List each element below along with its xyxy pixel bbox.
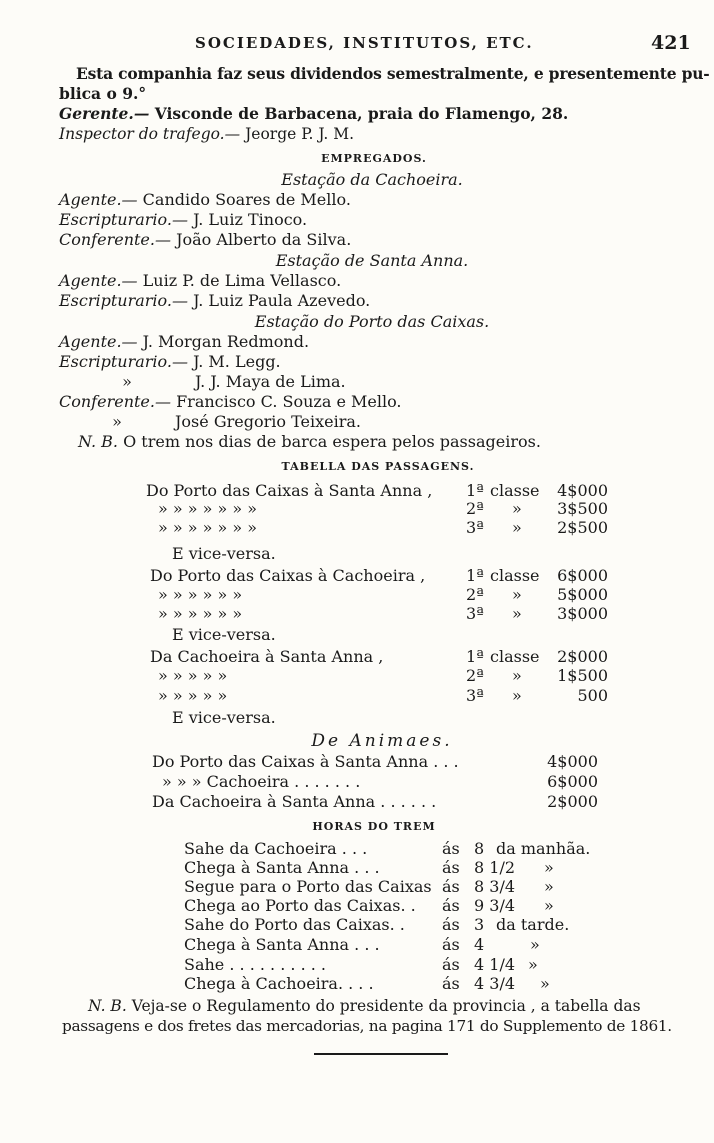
staff-row <box>59 291 370 311</box>
fare-class-label: » <box>512 604 522 623</box>
staff-row <box>59 352 281 372</box>
closing-rule <box>314 1053 448 1055</box>
timetable-event: Chega ao Porto das Caixas. . <box>184 896 416 915</box>
footer-line-1-text: Veja-se o Regulamento do presidente da provincia , a tabella das <box>131 997 641 1015</box>
fare-route-ditto: » » » » » » <box>158 604 243 623</box>
timetable-time: 9 3/4 <box>474 896 516 915</box>
fare-class-num: 1ª <box>466 647 484 666</box>
animal-route: » » » Cachoeira . . . . . . . <box>162 772 361 791</box>
gerente-label: Gerente.— <box>59 104 150 123</box>
staff-role: Agente.— <box>59 190 138 209</box>
running-header: SOCIEDADES, INSTITUTOS, ETC. <box>195 34 534 52</box>
vice-versa: E vice-versa. <box>172 708 276 727</box>
staff-role: Conferente.— <box>59 392 171 411</box>
timetable-event: Chega à Santa Anna . . . <box>184 935 380 954</box>
timetable-row <box>0 877 714 897</box>
fare-class-label: » <box>512 499 522 518</box>
animal-route: Da Cachoeira à Santa Anna . . . . . . <box>152 792 437 811</box>
animal-fare-row <box>0 772 714 792</box>
fare-row <box>0 647 714 667</box>
intro-line-2: blica o 9.° <box>59 84 147 103</box>
timetable-period: » <box>540 974 550 993</box>
timetable-event: Chega à Cachoeira. . . . <box>184 974 374 993</box>
staff-name: João Alberto da Silva. <box>176 230 352 249</box>
fare-class-label: » <box>512 518 522 537</box>
staff-name: Candido Soares de Mello. <box>142 190 351 209</box>
fare-route: Do Porto das Caixas à Cachoeira , <box>150 566 426 585</box>
staff-role: » <box>112 412 122 431</box>
empregados-heading: EMPREGADOS. <box>321 152 427 165</box>
timetable-time: 3 <box>474 915 485 934</box>
fare-price: 3$500 <box>557 499 608 518</box>
timetable-period: » <box>544 896 554 915</box>
timetable-time: 4 <box>474 935 485 954</box>
animaes-heading: De Animaes. <box>311 731 453 751</box>
staff-name: Francisco C. Souza e Mello. <box>176 392 402 411</box>
timetable-row <box>0 839 714 859</box>
timetable-time: 4 3/4 <box>474 974 516 993</box>
fare-route: Do Porto das Caixas à Santa Anna , <box>146 481 433 500</box>
fare-class-num: 3ª <box>466 686 484 705</box>
staff-role: Escripturario.— <box>59 210 188 229</box>
inspector-value: Jeorge P. J. M. <box>245 125 355 143</box>
vice-versa: E vice-versa. <box>172 625 276 644</box>
fare-route-ditto: » » » » » » » <box>158 499 258 518</box>
horas-heading: HORAS DO TREM <box>312 820 436 833</box>
staff-row <box>59 412 361 432</box>
timetable-as: ás <box>442 935 460 954</box>
fare-class-num: 2ª <box>466 585 484 604</box>
fare-price: 500 <box>577 686 608 705</box>
fare-price: 2$000 <box>557 647 608 666</box>
staff-row <box>59 372 346 392</box>
staff-row <box>59 271 341 291</box>
fare-route-ditto: » » » » » » <box>158 585 243 604</box>
timetable-row <box>0 858 714 878</box>
fare-class-label: classe <box>490 647 540 666</box>
staff-row <box>59 190 351 210</box>
timetable-row <box>0 915 714 935</box>
staff-name: J. Luiz Paula Azevedo. <box>193 291 371 310</box>
staff-name: José Gregorio Teixeira. <box>175 412 361 431</box>
animal-fare-row <box>0 792 714 812</box>
timetable-row <box>0 955 714 975</box>
timetable-row <box>0 935 714 955</box>
staff-row <box>59 332 309 352</box>
fare-price: 4$000 <box>557 481 608 500</box>
staff-row <box>59 392 402 412</box>
timetable-period: da tarde. <box>496 915 570 934</box>
footer-note-line-2: passagens e dos fretes das mercadorias, na pagina 171 do Supplemento de 1861. <box>62 1017 672 1035</box>
nb-text: O trem nos dias de barca espera pelos passageiros. <box>123 432 541 451</box>
fare-price: 2$500 <box>557 518 608 537</box>
fare-class-label: » <box>512 666 522 685</box>
animal-price: 6$000 <box>547 772 598 791</box>
fare-class-num: 2ª <box>466 666 484 685</box>
timetable-time: 8 <box>474 839 485 858</box>
staff-name: J. M. Legg. <box>193 352 281 371</box>
fare-row <box>0 481 714 501</box>
timetable-period: » <box>544 858 554 877</box>
timetable-as: ás <box>442 974 460 993</box>
timetable-event: Segue para o Porto das Caixas <box>184 877 432 896</box>
animal-route: Do Porto das Caixas à Santa Anna . . . <box>152 752 459 771</box>
nb-label: N. B. <box>78 432 118 451</box>
staff-role: Escripturario.— <box>59 291 188 310</box>
fare-class-label: classe <box>490 481 540 500</box>
staff-role: Conferente.— <box>59 230 171 249</box>
fare-route: Da Cachoeira à Santa Anna , <box>150 647 384 666</box>
timetable-as: ás <box>442 858 460 877</box>
station-heading: Estação de Santa Anna. <box>275 251 469 270</box>
fare-row <box>0 518 714 538</box>
fare-class-num: 1ª <box>466 566 484 585</box>
timetable-as: ás <box>442 915 460 934</box>
vice-versa: E vice-versa. <box>172 544 276 563</box>
timetable-period: » <box>530 935 540 954</box>
staff-role: Escripturario.— <box>59 352 188 371</box>
fare-row <box>0 585 714 605</box>
timetable-event: Sahe da Cachoeira . . . <box>184 839 368 858</box>
timetable-period: » <box>528 955 538 974</box>
intro-line-1: Esta companhia faz seus dividendos semestralmente, e presentemente pu- <box>76 64 710 83</box>
fare-route-ditto: » » » » » <box>158 666 228 685</box>
staff-row <box>59 210 307 230</box>
fare-class-num: 1ª <box>466 481 484 500</box>
footer-nb-label: N. B. <box>88 997 127 1015</box>
staff-name: J. Luiz Tinoco. <box>193 210 308 229</box>
animal-fare-row <box>0 752 714 772</box>
station-heading: Estação do Porto das Caixas. <box>254 312 490 331</box>
fare-row <box>0 566 714 586</box>
timetable-as: ás <box>442 896 460 915</box>
tabella-heading: TABELLA DAS PASSAGENS. <box>281 460 475 473</box>
staff-name: J. J. Maya de Lima. <box>195 372 346 391</box>
animal-price: 2$000 <box>547 792 598 811</box>
timetable-event: Chega à Santa Anna . . . <box>184 858 380 877</box>
fare-route-ditto: » » » » » » » <box>158 518 258 537</box>
timetable-time: 8 1/2 <box>474 858 516 877</box>
fare-class-num: 3ª <box>466 604 484 623</box>
gerente-line <box>59 104 568 124</box>
fare-class-label: classe <box>490 566 540 585</box>
fare-row <box>0 604 714 624</box>
timetable-as: ás <box>442 839 460 858</box>
animal-price: 4$000 <box>547 752 598 771</box>
timetable-period: da manhãa. <box>496 839 591 858</box>
staff-role: Agente.— <box>59 332 138 351</box>
fare-class-num: 2ª <box>466 499 484 518</box>
staff-name: J. Morgan Redmond. <box>142 332 310 351</box>
timetable-event: Sahe do Porto das Caixas. . <box>184 915 405 934</box>
timetable-as: ás <box>442 955 460 974</box>
gerente-value: Visconde de Barbacena, praia do Flamengo, 28. <box>154 104 569 123</box>
station-heading: Estação da Cachoeira. <box>281 170 463 189</box>
staff-row <box>59 230 351 250</box>
fare-class-num: 3ª <box>466 518 484 537</box>
timetable-row <box>0 896 714 916</box>
fare-row <box>0 499 714 519</box>
page-number: 421 <box>651 32 691 54</box>
timetable-period: » <box>544 877 554 896</box>
timetable-row <box>0 974 714 994</box>
timetable-time: 8 3/4 <box>474 877 516 896</box>
fare-price: 3$000 <box>557 604 608 623</box>
fare-class-label: » <box>512 585 522 604</box>
fare-route-ditto: » » » » » <box>158 686 228 705</box>
fare-row <box>0 666 714 686</box>
fare-price: 1$500 <box>557 666 608 685</box>
footer-note-line-1 <box>88 996 641 1016</box>
timetable-time: 4 1/4 <box>474 955 516 974</box>
timetable-event: Sahe . . . . . . . . . . <box>184 955 326 974</box>
nb-note <box>78 432 541 452</box>
timetable-as: ás <box>442 877 460 896</box>
fare-row <box>0 686 714 706</box>
staff-name: Luiz P. de Lima Vellasco. <box>142 271 342 290</box>
fare-price: 5$000 <box>557 585 608 604</box>
staff-role: Agente.— <box>59 271 138 290</box>
fare-class-label: » <box>512 686 522 705</box>
inspector-label: Inspector do trafego.— <box>59 125 241 143</box>
fare-price: 6$000 <box>557 566 608 585</box>
staff-role: » <box>122 372 132 391</box>
inspector-line <box>59 124 354 144</box>
